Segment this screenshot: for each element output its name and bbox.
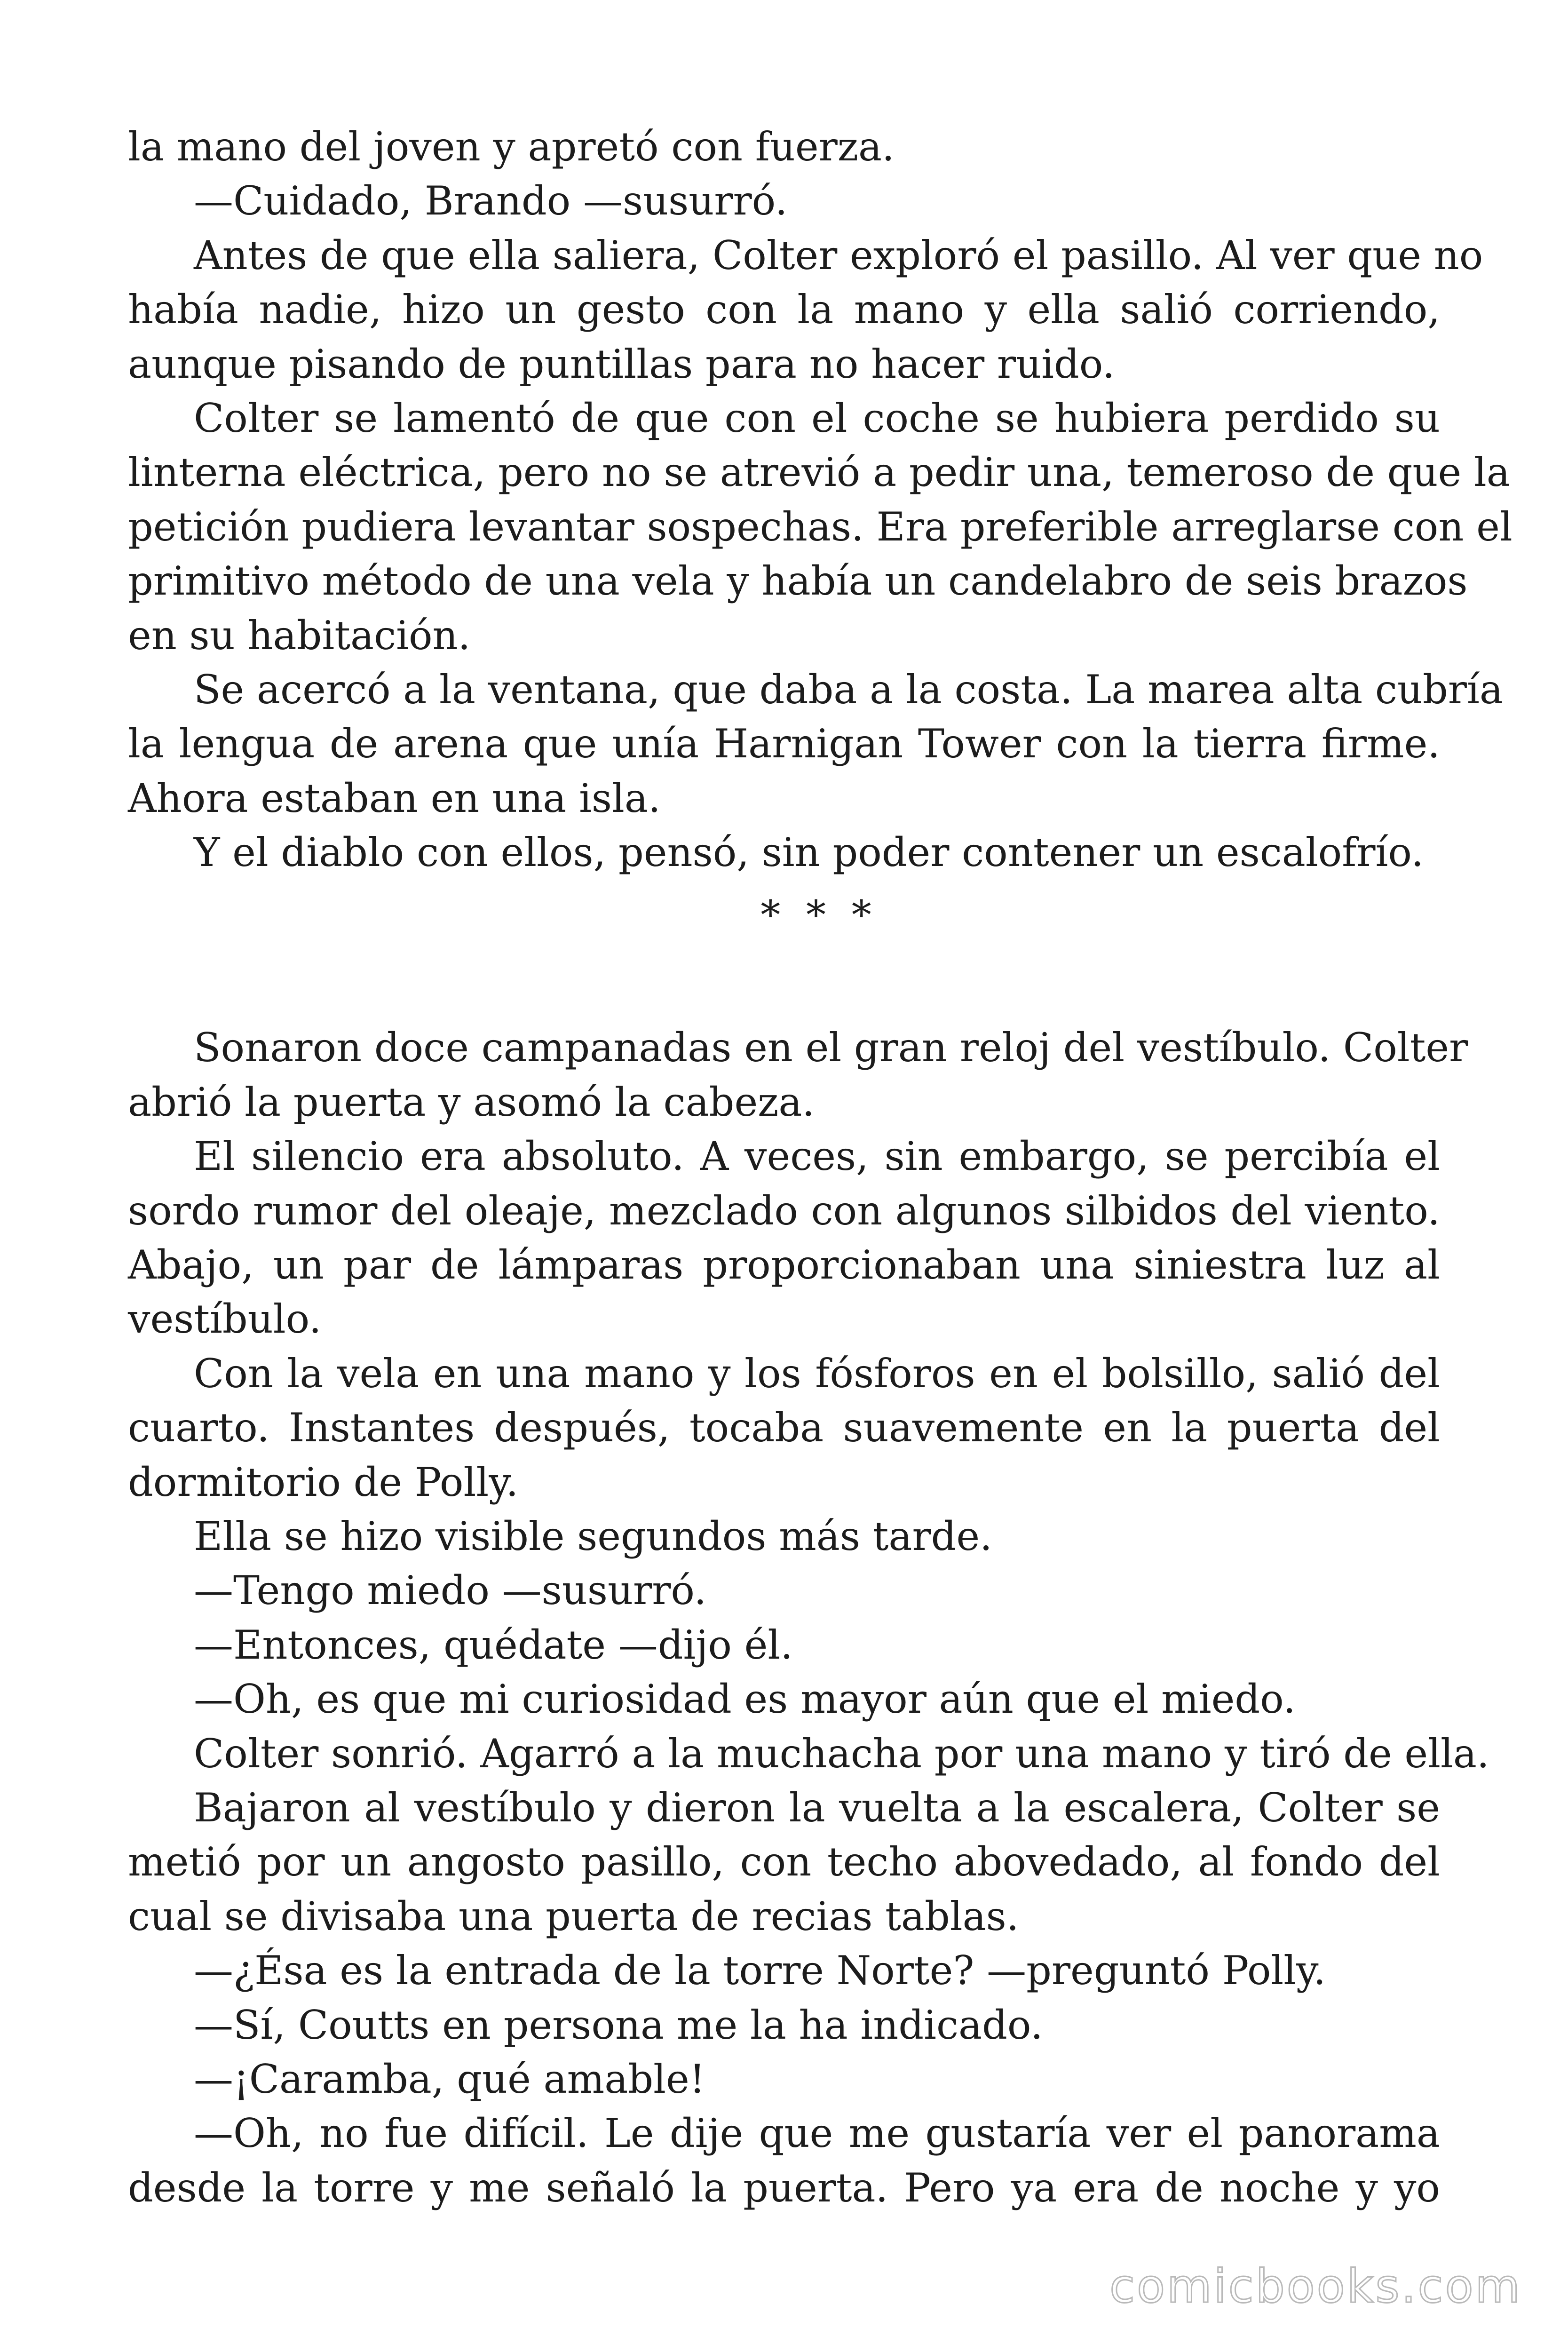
text-line: Colter se lamentó de que con el coche se hubiera perdido su: [194, 395, 1440, 441]
book-page: [128, 120, 1513, 2215]
text-line: —Sí, Coutts en persona me la ha indicado.: [194, 2002, 1043, 2048]
text-line: la lengua de arena que unía Harnigan Tower con la tierra firme.: [128, 721, 1440, 767]
text-line: Colter sonrió. Agarró a la muchacha por una mano y tiró de ella.: [194, 1730, 1489, 1777]
text-line: —Oh, no fue difícil. Le dije que me gustaría ver el panorama: [194, 2110, 1440, 2157]
text-line: aunque pisando de puntillas para no hacer ruido.: [128, 341, 1115, 387]
text-line: petición pudiera levantar sospechas. Era preferible arreglarse con el: [128, 503, 1513, 550]
text-line: la mano del joven y apretó con fuerza.: [128, 124, 895, 170]
text-line: Ella se hizo visible segundos más tarde.: [194, 1513, 992, 1559]
text-line: Antes de que ella saliera, Colter exploró el pasillo. Al ver que no: [194, 232, 1483, 278]
text-line: linterna eléctrica, pero no se atrevió a pedir una, temeroso de que la: [128, 449, 1510, 496]
text-block-before-break: [128, 120, 1513, 880]
text-line: dormitorio de Polly.: [128, 1459, 519, 1505]
text-line: abrió la puerta y asomó la cabeza.: [128, 1079, 815, 1125]
text-line: —Oh, es que mi curiosidad es mayor aún que el miedo.: [194, 1676, 1296, 1723]
text-line: en su habitación.: [128, 612, 471, 659]
text-line: Sonaron doce campanadas en el gran reloj del vestíbulo. Colter: [194, 1025, 1468, 1071]
text-line: —¡Caramba, qué amable!: [194, 2056, 705, 2102]
text-block-after-break: [128, 1021, 1489, 2215]
text-line: cual se divisaba una puerta de recias tablas.: [128, 1893, 1019, 1939]
text-line: —Tengo miedo —susurró.: [194, 1567, 707, 1614]
text-line: Ahora estaban en una isla.: [128, 775, 661, 821]
text-line: —Entonces, quédate —dijo él.: [194, 1621, 793, 1668]
watermark-logo: comicbooks.com: [1109, 2260, 1522, 2313]
text-line: Bajaron al vestíbulo y dieron la vuelta a la escalera, Colter se: [194, 1784, 1440, 1831]
text-line: Se acercó a la ventana, que daba a la costa. La marea alta cubría: [194, 666, 1503, 713]
text-line: Con la vela en una mano y los fósforos en el bolsillo, salió del: [194, 1350, 1440, 1397]
text-line: metió por un angosto pasillo, con techo abovedado, al fondo del: [128, 1839, 1440, 1885]
text-line: Abajo, un par de lámparas proporcionaban una siniestra luz al: [128, 1242, 1440, 1288]
text-line: —Cuidado, Brando —susurró.: [194, 178, 788, 224]
text-line: primitivo método de una vela y había un candelabro de seis brazos: [128, 558, 1468, 604]
text-line: desde la torre y me señaló la puerta. Pero ya era de noche y yo: [128, 2164, 1440, 2211]
text-line: El silencio era absoluto. A veces, sin embargo, se percibía el: [194, 1133, 1440, 1180]
text-line: cuarto. Instantes después, tocaba suavemente en la puerta del: [128, 1405, 1440, 1451]
text-line: sordo rumor del oleaje, mezclado con algunos silbidos del viento.: [128, 1187, 1440, 1234]
text-line: Y el diablo con ellos, pensó, sin poder contener un escalofrío.: [194, 829, 1424, 876]
text-line: vestíbulo.: [128, 1296, 322, 1343]
text-line: había nadie, hizo un gesto con la mano y ella salió corriendo,: [128, 286, 1440, 333]
text-line: —¿Ésa es la entrada de la torre Norte? —preguntó Polly.: [194, 1947, 1326, 1994]
scene-break: * * *: [760, 892, 878, 938]
